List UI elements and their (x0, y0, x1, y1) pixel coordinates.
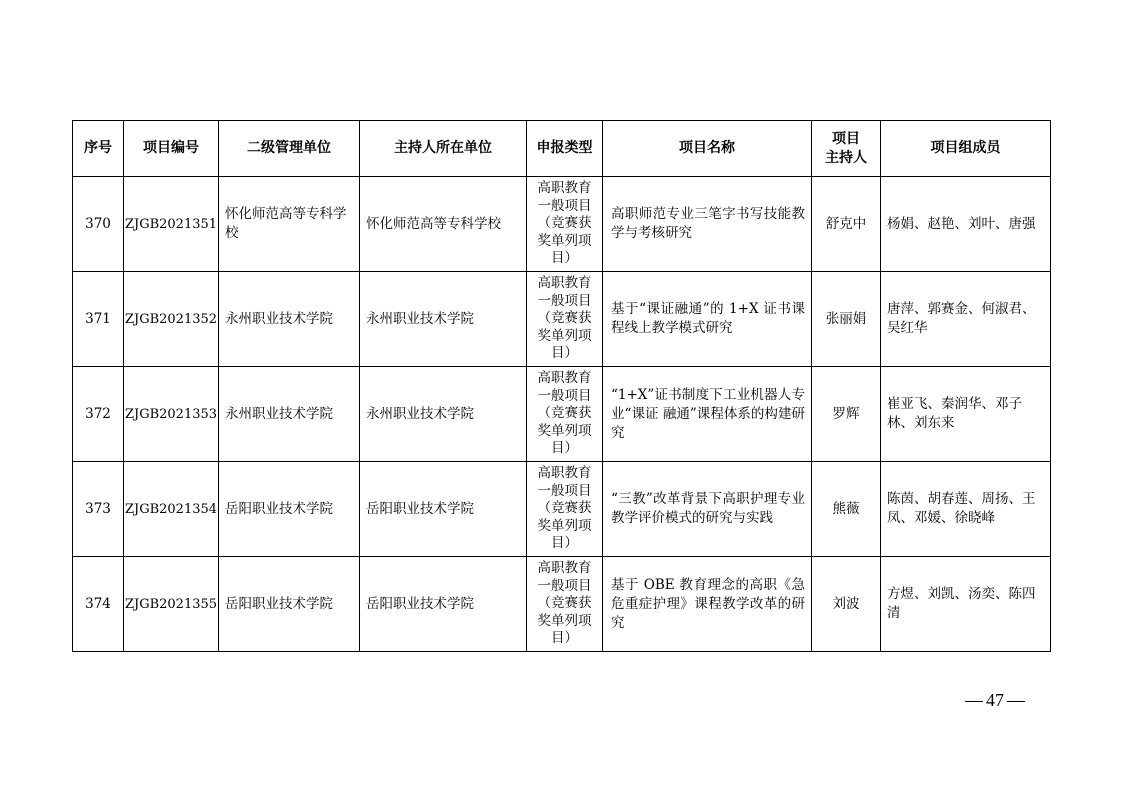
cell-host: 熊薇 (812, 462, 881, 557)
cell-host: 罗辉 (812, 367, 881, 462)
cell-members: 唐萍、郭赛金、何淑君、吴红华 (881, 272, 1051, 367)
cell-members: 崔亚飞、秦润华、邓子林、刘东来 (881, 367, 1051, 462)
cell-seq: 373 (73, 462, 124, 557)
dash-right-decoration (1007, 701, 1025, 702)
project-table (72, 120, 1051, 652)
cell-unit: 岳阳职业技术学院 (219, 462, 360, 557)
page-number: 47 (986, 690, 1004, 710)
cell-seq: 370 (73, 177, 124, 272)
header-code: 项目编号 (124, 121, 219, 177)
header-host-unit: 主持人所在单位 (360, 121, 527, 177)
cell-code: ZJGB2021354 (124, 462, 219, 557)
cell-host-unit: 怀化师范高等专科学校 (360, 177, 527, 272)
cell-name: 基于 OBE 教育理念的高职《急危重症护理》课程教学改革的研究 (603, 557, 812, 652)
cell-unit: 永州职业技术学院 (219, 272, 360, 367)
cell-unit: 怀化师范高等专科学校 (219, 177, 360, 272)
page-number-footer (960, 688, 1030, 712)
header-unit: 二级管理单位 (219, 121, 360, 177)
header-host (812, 121, 881, 177)
cell-type: 高职教育一般项目（竞赛获奖单列项目） (527, 367, 603, 462)
header-type: 申报类型 (527, 121, 603, 177)
cell-members: 陈茵、胡春莲、周扬、王凤、邓媛、徐晓峰 (881, 462, 1051, 557)
header-seq: 序号 (73, 121, 124, 177)
table-row (73, 177, 1051, 272)
cell-host: 张丽娟 (812, 272, 881, 367)
header-host-line1: 项目 (832, 130, 860, 147)
cell-members: 杨娟、赵艳、刘叶、唐强 (881, 177, 1051, 272)
cell-code: ZJGB2021352 (124, 272, 219, 367)
cell-name: 基于“课证融通”的 1+X 证书课程线上教学模式研究 (603, 272, 812, 367)
cell-unit: 永州职业技术学院 (219, 367, 360, 462)
table-row (73, 367, 1051, 462)
cell-host-unit: 岳阳职业技术学院 (360, 462, 527, 557)
header-host-line2: 主持人 (825, 149, 867, 166)
header-members: 项目组成员 (881, 121, 1051, 177)
cell-unit: 岳阳职业技术学院 (219, 557, 360, 652)
cell-host: 舒克中 (812, 177, 881, 272)
cell-seq: 374 (73, 557, 124, 652)
cell-code: ZJGB2021353 (124, 367, 219, 462)
cell-host-unit: 永州职业技术学院 (360, 272, 527, 367)
cell-seq: 372 (73, 367, 124, 462)
cell-name: 高职师范专业三笔字书写技能教学与考核研究 (603, 177, 812, 272)
cell-members: 方煜、刘凯、汤奕、陈四清 (881, 557, 1051, 652)
dash-left-decoration (965, 701, 983, 702)
cell-seq: 371 (73, 272, 124, 367)
cell-type: 高职教育一般项目（竞赛获奖单列项目） (527, 177, 603, 272)
header-name: 项目名称 (603, 121, 812, 177)
cell-host: 刘波 (812, 557, 881, 652)
cell-name: “1+X”证书制度下工业机器人专业“课证 融通”课程体系的构建研究 (603, 367, 812, 462)
table-row (73, 272, 1051, 367)
table-row (73, 462, 1051, 557)
cell-code: ZJGB2021355 (124, 557, 219, 652)
cell-code: ZJGB2021351 (124, 177, 219, 272)
cell-name: “三教”改革背景下高职护理专业教学评价模式的研究与实践 (603, 462, 812, 557)
cell-type: 高职教育一般项目（竞赛获奖单列项目） (527, 462, 603, 557)
cell-host-unit: 岳阳职业技术学院 (360, 557, 527, 652)
cell-type: 高职教育一般项目（竞赛获奖单列项目） (527, 272, 603, 367)
table-row (73, 557, 1051, 652)
cell-host-unit: 永州职业技术学院 (360, 367, 527, 462)
cell-type: 高职教育一般项目（竞赛获奖单列项目） (527, 557, 603, 652)
table-header-row (73, 121, 1051, 177)
